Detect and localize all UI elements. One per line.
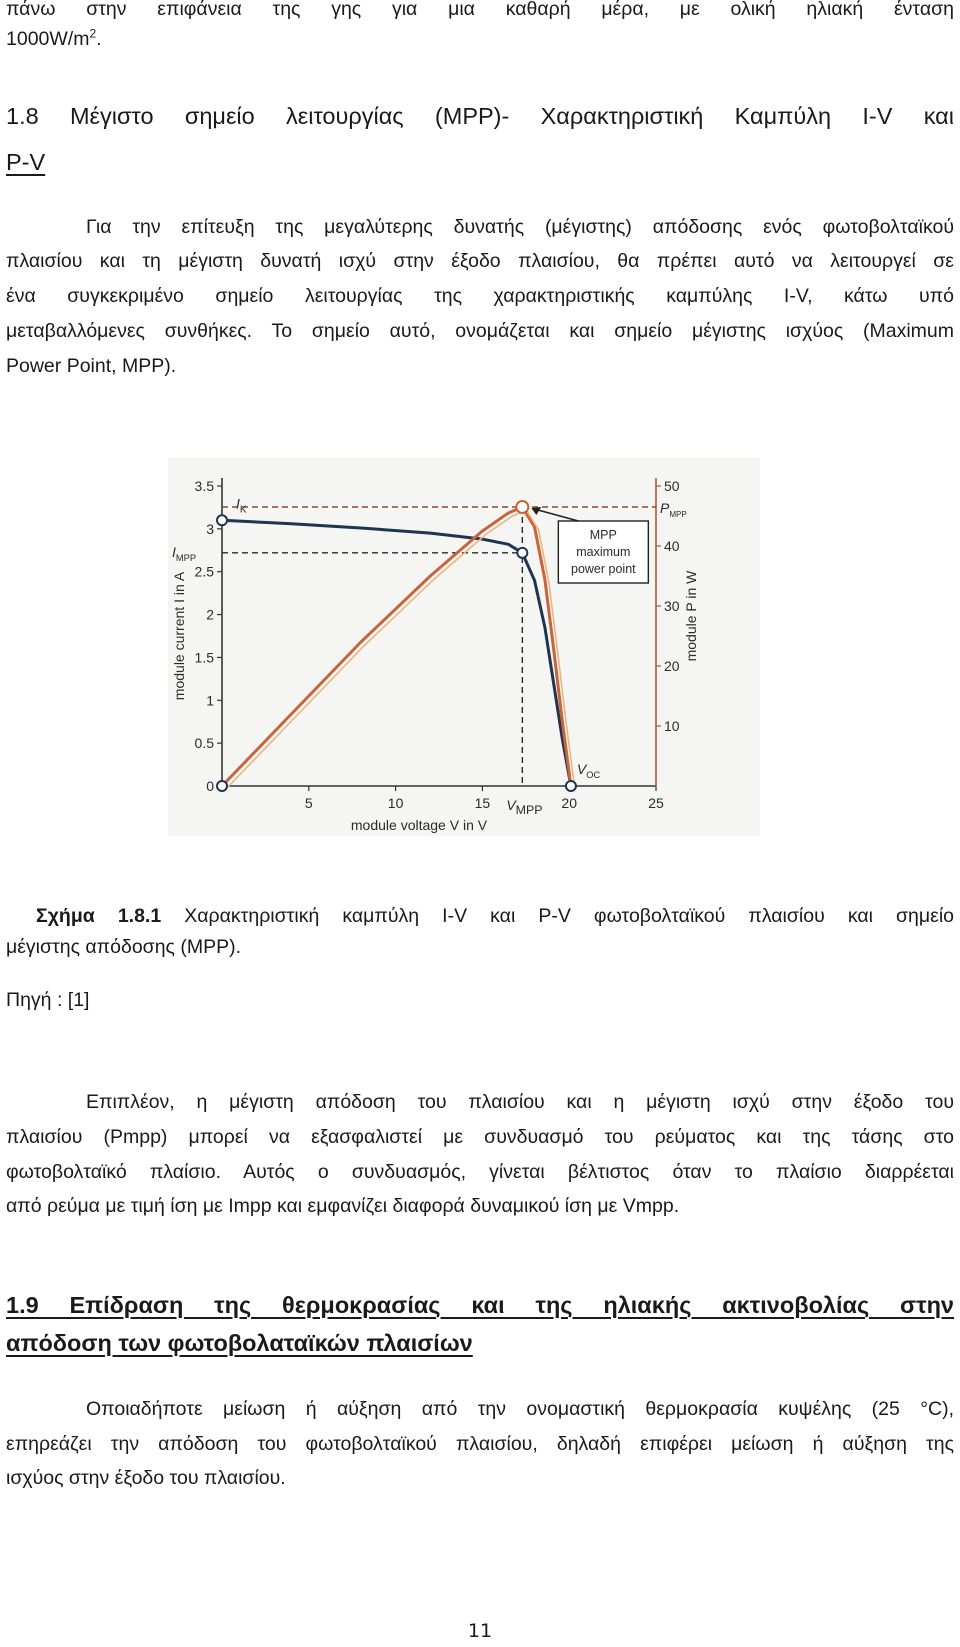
x-tick-label: 25 [648, 795, 664, 811]
x-axis-label: module voltage V in V [350, 817, 488, 833]
impp-annotation-sub: MPP [175, 552, 197, 563]
figure-caption-line-2: μέγιστης απόδοσης (MPP). [6, 936, 242, 958]
section-1-9-heading-line-1: 1.9 Επίδραση της θερμοκρασίας και της ηλιακής ακτινοβολίας στην [6, 1292, 954, 1318]
y-left-tick-label: 3 [206, 520, 214, 537]
x-tick-label: 5 [304, 795, 313, 811]
x-tick-label: 10 [387, 795, 404, 811]
mpp-pv-marker [516, 501, 528, 513]
vmpp-annotation-main: V [506, 797, 516, 813]
continuation-paragraph-line: από ρεύμα με τιμή ίση με Impp και εμφανίζει διαφορά δυναμικού ίση με Vmpp. [6, 1195, 680, 1217]
voc-annotation-main: V [576, 761, 587, 777]
section-1-9-paragraph-line: Οποιαδήποτε μείωση ή αύξηση από την ονομαστική θερμοκρασία κυψέλης (25 °C), [86, 1398, 954, 1420]
y-axis-right-label: module P in W [683, 570, 699, 662]
y-right-tick-label: 30 [664, 598, 680, 614]
mpp-callout-line-1: MPP [589, 528, 617, 542]
ik-annotation-sub: K [239, 504, 247, 516]
y-left-tick-label: 2.5 [194, 563, 214, 580]
mpp-iv-marker [517, 548, 527, 558]
figure-caption-label: Σχήμα 1.8.1 [36, 905, 162, 927]
y-left-tick-label: 0 [206, 778, 214, 794]
y-left-tick-label: 2 [206, 606, 214, 623]
y-left-tick-label: 0.5 [194, 735, 214, 752]
section-1-9-paragraph-line: ισχύος στην έξοδο του πλαισίου. [6, 1467, 286, 1489]
page-number: 11 [467, 1620, 493, 1642]
vmpp-annotation-sub: MPP [515, 803, 543, 817]
carry-over-line-1: πάνω στην επιφάνεια της γης για μια καθαρή μέρα, με ολική ηλιακή ένταση [6, 0, 954, 20]
section-1-9-heading-text: απόδοση των φωτοβολαταϊκών πλαισίων [6, 1330, 473, 1356]
carry-over-line-2 [6, 24, 954, 56]
irradiance-period: . [96, 28, 102, 50]
y-left-tick-label: 3.5 [194, 478, 214, 494]
irradiance-value: 1000W/m [6, 28, 90, 50]
figure-source: Πηγή : [1] [6, 989, 90, 1011]
section-1-8-heading-line-2 [6, 146, 954, 178]
y-right-tick-label: 40 [664, 538, 680, 554]
y-right-tick-label: 10 [664, 718, 680, 734]
section-1-8-paragraph-line: μεταβαλλόμενες συνθήκες. Το σημείο αυτό, ονομάζεται και σημείο μέγιστης ισχύος (Maximum [6, 320, 954, 342]
section-1-8-paragraph-line: Για την επίτευξη της μεγαλύτερης δυνατής (μέγιστης) απόδοσης ενός φωτοβολταϊκού [86, 216, 954, 238]
mpp-callout-line-3: power point [571, 562, 636, 576]
isc-marker [217, 515, 227, 525]
section-1-9-heading-line-2 [6, 1327, 954, 1359]
y-axis-left-label: module current I in A [171, 571, 187, 701]
section-1-8-paragraph-line: Power Point, MPP). [6, 355, 177, 377]
mpp-callout-line-2: maximum [576, 545, 631, 559]
ik-annotation-main: I [236, 495, 240, 512]
y-left-tick-label: 1 [206, 692, 214, 709]
section-1-8-heading-pv: P-V [6, 149, 46, 175]
y-right-tick-label: 50 [664, 478, 680, 494]
x-tick-label: 20 [561, 795, 577, 811]
x-tick-label: 15 [474, 795, 491, 811]
impp-annotation-main: I [172, 543, 176, 560]
continuation-paragraph-line: πλαισίου (Pmpp) μπορεί να εξασφαλιστεί με συνδυασμό του ρεύματος και της τάσης στο [6, 1126, 954, 1148]
origin-marker [217, 781, 227, 791]
iv-pv-chart [168, 458, 760, 836]
voc-annotation-sub: OC [586, 770, 601, 780]
section-1-9-paragraph-line: επηρεάζει την απόδοση του φωτοβολταϊκού πλαισίου, δηλαδή επιφέρει μείωση ή αύξηση της [6, 1433, 954, 1455]
y-left-tick-label: 1.5 [194, 649, 214, 666]
section-1-8-paragraph-line: πλαισίου και τη μέγιστη δυνατή ισχύ στην έξοδο πλαισίου, θα πρέπει αυτό να λειτουργεί σε [6, 250, 954, 272]
continuation-paragraph-line: φωτοβολταϊκό πλαίσιο. Αυτός ο συνδυασμός, γίνεται βέλτιστος όταν το πλαίσιο διαρρέεται [6, 1161, 954, 1183]
figure-caption-text: Χαρακτηριστική καμπύλη I-V και P-V φωτοβολταϊκού πλαισίου και σημείο [161, 905, 955, 927]
section-1-8-heading-line-1: 1.8 Μέγιστο σημείο λειτουργίας (MPP)- Χαρακτηριστική Καμπύλη I-V και [6, 103, 954, 129]
y-right-tick-label: 20 [664, 658, 680, 674]
figure-caption-line-1 [36, 901, 954, 933]
voc-marker [566, 781, 576, 791]
continuation-paragraph-line: Επιπλέον, η μέγιστη απόδοση του πλαισίου και η μέγιστη ισχύ στην έξοδο του [86, 1091, 954, 1113]
pmpp-annotation-main: P [660, 500, 670, 516]
irradiance-exponent: 2 [89, 26, 97, 41]
pmpp-annotation-sub: MPP [669, 510, 687, 519]
section-1-8-paragraph-line: ένα συγκεκριμένο σημείο λειτουργίας της χαρακτηριστικής καμπύλης I-V, κάτω υπό [6, 285, 954, 307]
